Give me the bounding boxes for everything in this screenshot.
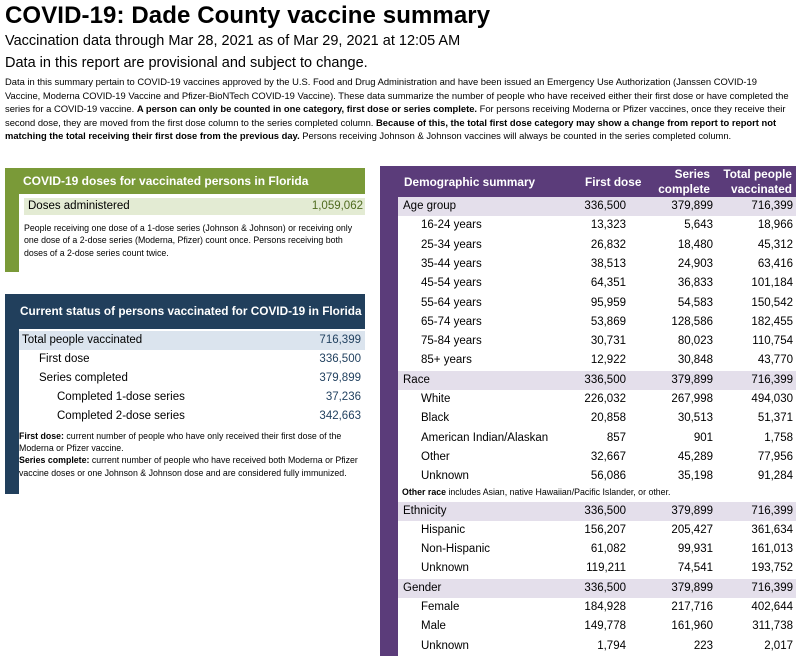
demographic-row [398,598,796,617]
doses-panel-note: People receiving one dose of a 1-dose series (Johnson & Johnson) or receiving only one dose of a 2-dose series (Moderna, Pfizer) count once. Persons receiving both doses of a 2-dose series count twice. [24,223,353,258]
series-complete-value: 80,023 [677,335,713,348]
series-complete-value: 36,833 [677,277,713,290]
demographic-label: Male [421,620,446,633]
demographic-row [398,559,796,578]
demographic-row [398,236,796,255]
demographic-group-row [398,371,796,390]
first-dose-value: 61,082 [590,543,626,556]
col-header-first-dose: First dose [585,175,642,189]
first-dose-value: 56,086 [590,470,626,483]
first-dose-value: 13,323 [590,219,626,232]
demographic-row [398,521,796,540]
demographic-label: 85+ years [421,354,472,367]
race-note-text: includes Asian, native Hawaiian/Pacific Islander, or other. [446,487,671,497]
demographic-label: Other [421,450,450,463]
demographic-row [398,390,796,409]
race-note [402,487,670,497]
status-row [19,388,365,407]
total-vaccinated-value: 716,399 [751,504,793,517]
demographic-label: Female [421,601,460,613]
demographic-label: 16-24 years [421,219,482,232]
demographic-row [398,274,796,293]
status-row-label: Completed 1-dose series [57,391,185,403]
series-complete-value: 30,513 [677,412,713,425]
first-dose-value: 156,207 [584,523,626,536]
demographic-label: Unknown [421,470,469,483]
status-row-label: Total people vaccinated [22,334,143,346]
first-dose-value: 336,500 [584,200,626,212]
demographic-label: 45-54 years [421,277,482,290]
demographic-label: Non-Hispanic [421,543,491,556]
demographic-row [398,409,796,428]
demographic-label: 65-74 years [421,315,482,328]
demographic-panel [380,166,796,656]
doses-administered-label: Doses administered [28,200,130,212]
demographic-row [398,448,796,467]
demographic-label: White [421,393,451,405]
doses-administered-row [24,198,365,215]
data-date-subtitle: Vaccination data through Mar 28, 2021 as of Mar 29, 2021 at 12:05 AM [5,33,461,49]
status-row-value: 716,399 [319,334,361,346]
total-vaccinated-value: 43,770 [757,354,793,367]
series-complete-value: 223 [693,639,713,652]
status-row [19,407,365,426]
demographic-label: Race [403,373,430,386]
demographic-label: Age group [403,200,457,212]
demographic-row [398,429,796,448]
first-dose-value: 30,731 [590,335,626,348]
series-complete-note-label: Series complete: [19,455,90,466]
doses-panel-title: COVID-19 doses for vaccinated persons in Florida [5,168,365,194]
demographic-label: 25-34 years [421,238,482,251]
first-dose-value: 119,211 [586,562,626,575]
first-dose-value: 336,500 [584,504,626,517]
demographic-label: Unknown [421,639,469,652]
total-vaccinated-value: 361,634 [751,523,793,536]
intro-text-1: Data in this summary pertain to COVID-19 vaccines approved by the U.S. Food and Drug Administration and have been issued an Emergency Use Authorization (Janssen COVID-19 Vaccine, Moderna COVID-19 Vaccine and Pfizer-BioNTech COVID-19 Vaccine). These data summarize the number of people who have received either their first dose or have completed the series for a COVID-19 vaccine. [5,76,789,115]
total-vaccinated-value: 101,184 [751,277,793,290]
status-row-label: First dose [39,353,90,365]
demographic-row [398,467,796,486]
total-vaccinated-value: 193,752 [751,562,793,575]
series-complete-value: 379,899 [671,581,713,594]
total-vaccinated-value: 716,399 [751,581,793,594]
demographic-group-row [398,502,796,521]
provisional-notice: Data in this report are provisional and subject to change. [5,55,368,71]
status-panel-note [19,430,365,479]
total-vaccinated-value: 311,738 [752,620,793,633]
status-row [19,331,365,350]
total-vaccinated-value: 51,371 [757,412,793,425]
series-complete-value: 18,480 [677,238,713,251]
first-dose-value: 20,858 [590,412,626,425]
demographic-group-row [398,579,796,598]
total-vaccinated-value: 2,017 [764,639,793,652]
demographic-row [398,637,796,656]
demographic-row [398,332,796,351]
total-vaccinated-value: 150,542 [751,296,793,309]
demographic-row [398,617,796,636]
total-vaccinated-value: 110,754 [752,335,793,348]
col-header-total-1: Total people [723,167,792,181]
series-complete-value: 45,289 [677,450,713,463]
status-row [19,369,365,388]
demographic-row [398,540,796,559]
col-header-series-2: complete [658,182,710,196]
intro-bold-2: Because of this, the total first dose category may show a change from report to report not matching the total receiving their first dose from the previous day. [5,116,777,142]
first-dose-value: 64,351 [590,277,626,290]
status-row-value: 379,899 [319,372,361,384]
total-vaccinated-value: 716,399 [751,373,793,386]
status-panel-title: Current status of persons vaccinated for COVID-19 in Florida [5,294,365,329]
series-complete-value: 54,583 [677,296,713,309]
demographic-row [398,351,796,370]
demographic-row [398,216,796,235]
total-vaccinated-value: 45,312 [757,238,793,251]
status-row-value: 342,663 [319,410,361,422]
status-row-value: 37,236 [325,391,361,403]
race-note-label: Other race [402,487,447,497]
series-complete-note-text: current number of people who have received both Moderna or Pfizer vaccine doses or one Johnson & Johnson dose and are considered fully immunized. [19,455,358,478]
demographic-row [398,313,796,332]
series-complete-value: 267,998 [671,393,713,405]
first-dose-value: 38,513 [590,257,626,270]
total-vaccinated-value: 402,644 [751,601,793,613]
series-complete-value: 205,427 [671,523,713,536]
series-complete-value: 217,716 [671,601,713,613]
intro-paragraph [5,75,793,143]
series-complete-value: 30,848 [677,354,713,367]
col-header-series-1: Series [674,167,710,181]
total-vaccinated-value: 182,455 [751,315,793,328]
total-vaccinated-value: 716,399 [751,200,793,212]
status-panel [5,294,365,654]
first-dose-note-text: current number of people who have only received their first dose of the Moderna or Pfizer vaccine. [19,431,342,454]
total-vaccinated-value: 494,030 [751,393,793,405]
first-dose-value: 336,500 [584,373,626,386]
demographic-table-header [380,166,796,198]
series-complete-value: 901 [693,431,713,444]
col-header-demographic: Demographic summary [404,175,536,189]
demographic-label: 75-84 years [421,335,482,348]
demographic-label: American Indian/Alaskan [421,431,549,444]
intro-text-2: For persons receiving Moderna or Pfizer vaccines, once they receive their second dose, they are moved from the first dose column to the series completed column. [5,103,786,128]
series-complete-value: 24,903 [677,257,713,270]
status-row-value: 336,500 [319,353,361,365]
first-dose-value: 336,500 [584,581,626,594]
total-vaccinated-value: 77,956 [757,450,793,463]
doses-panel [5,168,365,272]
first-dose-value: 32,667 [590,450,626,463]
demographic-label: Gender [403,581,442,594]
first-dose-value: 149,778 [584,620,626,633]
demographic-label: Hispanic [421,523,466,536]
demographic-panel-accent-bar [380,166,398,656]
demographic-label: Black [421,412,450,425]
first-dose-note-label: First dose: [19,431,64,441]
demographic-row [398,255,796,274]
total-vaccinated-value: 91,284 [757,470,793,483]
total-vaccinated-value: 1,758 [764,431,793,444]
series-complete-value: 161,960 [671,620,713,633]
series-complete-value: 379,899 [671,200,713,212]
status-row [19,350,365,369]
series-complete-value: 5,643 [684,219,713,232]
series-complete-value: 35,198 [677,470,713,483]
total-vaccinated-value: 161,013 [751,543,793,556]
first-dose-value: 26,832 [590,238,626,251]
demographic-row [398,294,796,313]
first-dose-value: 857 [606,431,626,444]
page-title: COVID-19: Dade County vaccine summary [5,2,491,29]
status-row-label: Completed 2-dose series [57,410,185,422]
first-dose-value: 53,869 [590,315,626,328]
first-dose-value: 226,032 [584,393,626,405]
demographic-label: Ethnicity [403,504,447,517]
first-dose-value: 95,959 [590,296,626,309]
first-dose-value: 184,928 [584,601,626,613]
series-complete-value: 74,541 [677,562,713,575]
doses-administered-value: 1,059,062 [311,200,363,212]
total-vaccinated-value: 18,966 [757,219,793,232]
demographic-label: 55-64 years [421,296,482,309]
demographic-label: Unknown [421,562,469,575]
first-dose-value: 12,922 [590,354,626,367]
series-complete-value: 128,586 [671,315,713,328]
intro-text-3: Persons receiving Johnson & Johnson vaccines will always be counted in the series completed column. [299,130,732,142]
intro-bold-1: A person can only be counted in one category, first dose or series complete. [136,103,478,115]
demographic-label: 35-44 years [421,257,482,270]
demographic-group-row [398,197,796,216]
series-complete-value: 379,899 [671,504,713,517]
series-complete-value: 379,899 [671,373,713,386]
status-row-label: Series completed [39,372,128,384]
total-vaccinated-value: 63,416 [757,257,793,270]
first-dose-value: 1,794 [597,639,626,652]
col-header-total-2: vaccinated [731,182,792,196]
series-complete-value: 99,931 [677,543,713,556]
